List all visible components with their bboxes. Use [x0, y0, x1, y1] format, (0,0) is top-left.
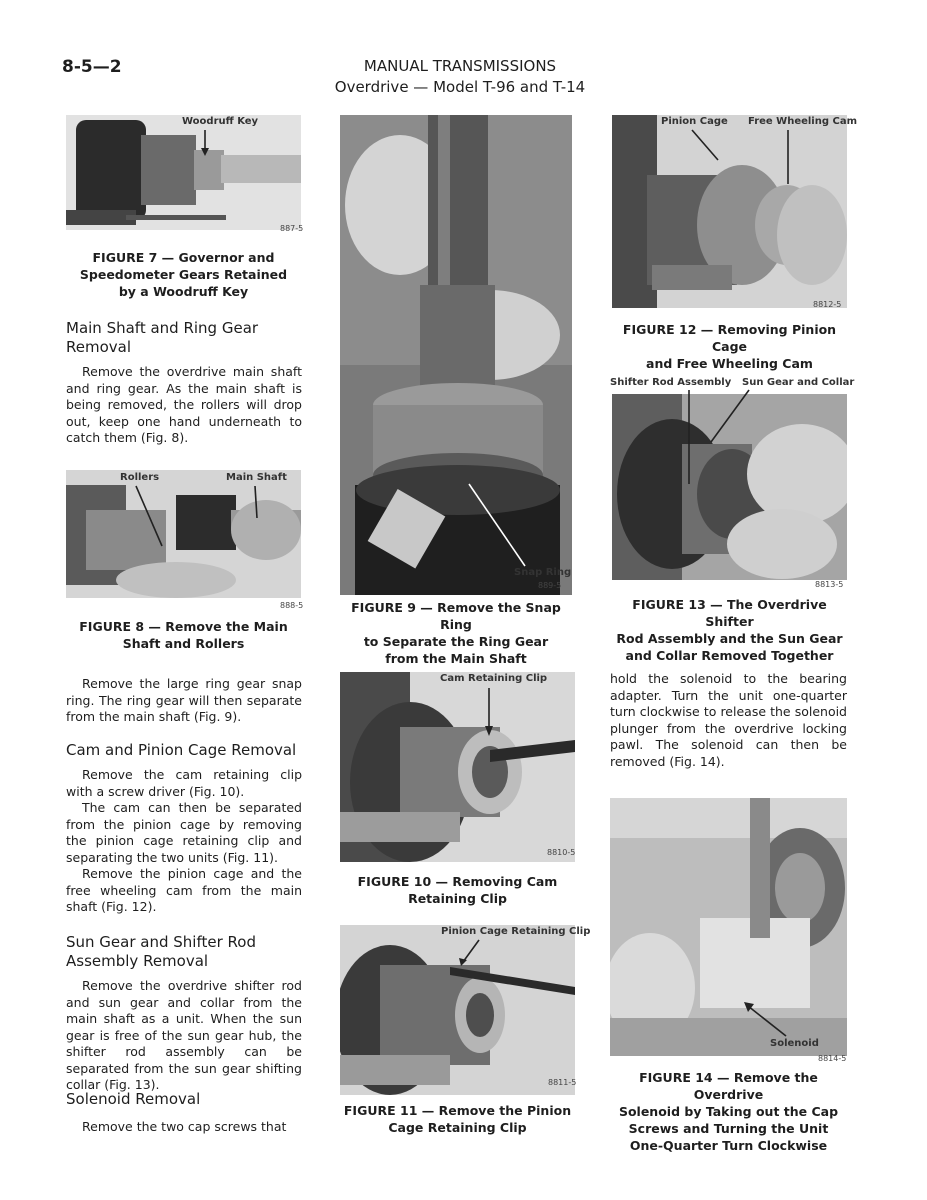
page-title: MANUAL TRANSMISSIONS: [363, 57, 557, 75]
fig12-callout-free-wheeling-cam: Free Wheeling Cam: [748, 116, 858, 127]
para-solenoid-start: Remove the two cap screws that: [82, 1119, 287, 1134]
para-ring-gear: Remove the large ring gear snap ring. The ring gear will then separate from the main shaft (Fig. 9).: [66, 676, 302, 724]
fig9-code: 889-5: [538, 581, 562, 590]
figure-8-caption: FIGURE 8 — Remove the Main Shaft and Rollers: [79, 619, 288, 651]
figure-7-photo: [66, 115, 301, 230]
fig10-code: 8810-5: [547, 848, 576, 857]
figure-13-caption: FIGURE 13 — The Overdrive Shifter Rod Assembly and the Sun Gear and Collar Removed Together: [616, 597, 843, 663]
fig11-code: 8811-5: [548, 1078, 577, 1087]
fig13-code: 8813-5: [815, 580, 844, 589]
figure-8-photo: [66, 470, 301, 598]
fig13-callout-shifter-rod: Shifter Rod Assembly: [610, 377, 732, 388]
fig13-callout-sun-gear-collar: Sun Gear and Collar: [742, 377, 855, 388]
figure-9-photo: [340, 115, 572, 595]
figure-14-photo: [610, 798, 847, 1056]
figure-10-caption: FIGURE 10 — Removing Cam Retaining Clip: [357, 874, 558, 906]
para-cam-pinion: Remove the cam retaining clip with a screw driver (Fig. 10). The cam can then be separated from the pinion cage by removing the pinion cage retaining clip and separating the two units (Fig. 11). Remove the pinion cage and the free wheeling cam from the main shaft (Fig. 12).: [66, 767, 302, 914]
fig12-callout-pinion-cage: Pinion Cage: [661, 116, 728, 127]
fig8-callout-main-shaft: Main Shaft: [226, 472, 287, 483]
figure-10-photo: [340, 672, 575, 862]
figure-11-caption: FIGURE 11 — Remove the Pinion Cage Retaining Clip: [343, 1103, 572, 1135]
fig8-code: 888-5: [280, 601, 304, 610]
para-sun-gear: Remove the overdrive shifter rod and sun gear and collar from the main shaft as a unit. When the sun gear is free of the sun gear hub, the shifter rod assembly can be separated from the sun gear shifting collar (Fig. 13).: [66, 978, 302, 1092]
page-subtitle: Overdrive — Model T-96 and T-14: [334, 78, 586, 96]
heading-cam-pinion: Cam and Pinion Cage Removal: [66, 741, 297, 759]
para-solenoid-cont: hold the solenoid to the bearing adapter. Turn the unit one-quarter turn clockwise to release the solenoid plunger from the overdrive locking pawl. The solenoid can then be removed (Fig. 14).: [610, 671, 847, 769]
figure-12-photo: [612, 115, 847, 308]
fig12-code: 8812-5: [813, 300, 842, 309]
para-main-shaft: Remove the overdrive main shaft and ring gear. As the main shaft is being removed, the rollers will drop out, keep one hand underneath to catch them (Fig. 8).: [66, 364, 302, 445]
fig8-callout-rollers: Rollers: [120, 472, 160, 483]
page-number: 8-5—2: [62, 57, 122, 77]
fig9-callout-snap-ring: Snap Ring: [514, 567, 572, 578]
fig10-callout-cam-clip: Cam Retaining Clip: [440, 673, 548, 684]
fig14-callout-solenoid: Solenoid: [770, 1038, 819, 1049]
heading-sun-gear: Sun Gear and Shifter Rod Assembly Removal: [66, 933, 256, 970]
heading-main-shaft: Main Shaft and Ring Gear Removal: [66, 319, 259, 356]
figure-12-caption: FIGURE 12 — Removing Pinion Cage and Free Wheeling Cam: [622, 322, 837, 371]
figure-14-caption: FIGURE 14 — Remove the Overdrive Solenoid by Taking out the Cap Screws and Turning the Unit One-Quarter Turn Clockwise: [618, 1070, 839, 1153]
fig14-code: 8814-5: [818, 1054, 847, 1063]
heading-solenoid: Solenoid Removal: [66, 1090, 201, 1108]
fig11-callout-pinion-cage-clip: Pinion Cage Retaining Clip: [441, 926, 591, 937]
fig7-code: 887-5: [280, 224, 304, 233]
figure-7-caption: FIGURE 7 — Governor and Speedometer Gears Retained by a Woodruff Key: [79, 250, 288, 299]
figure-9-caption: FIGURE 9 — Remove the Snap Ring to Separate the Ring Gear from the Main Shaft: [351, 600, 561, 666]
fig7-callout-woodruff-key: Woodruff Key: [182, 116, 259, 127]
